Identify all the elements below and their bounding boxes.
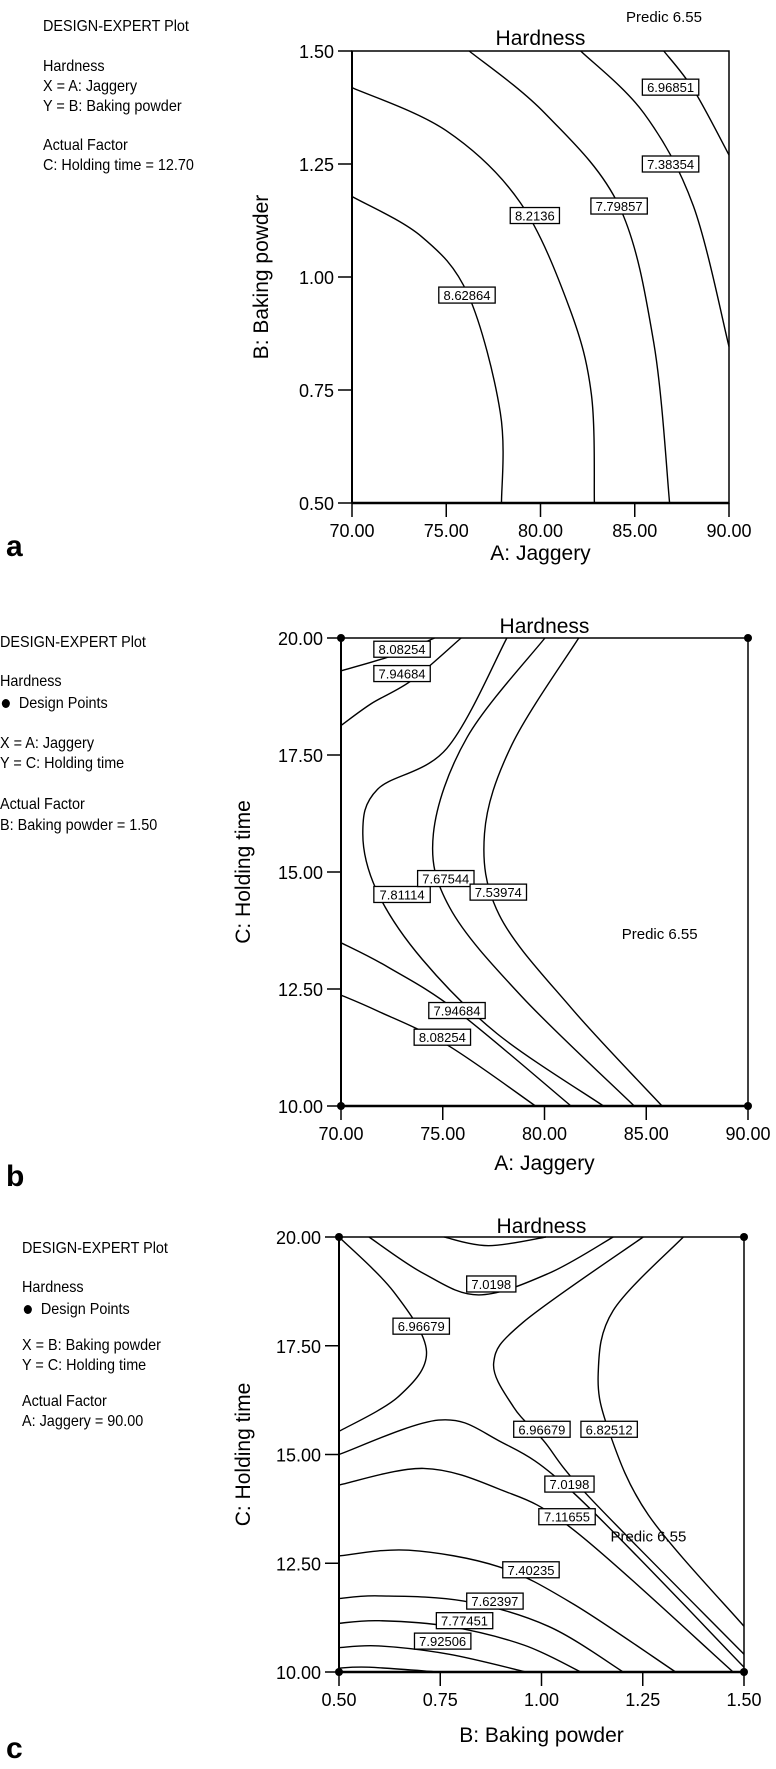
contour-label-text: 6.96679: [518, 1422, 566, 1438]
y-tick-label: 20.00: [275, 1228, 321, 1248]
contour-label-text: 7.94684: [433, 1003, 481, 1019]
y-tick-label: 12.50: [275, 1554, 321, 1575]
contour-label-text: 7.40235: [507, 1562, 555, 1578]
design-point: [744, 634, 752, 642]
contour-label: [545, 1476, 594, 1492]
y-tick-label: 0.50: [298, 494, 334, 514]
y-axis-label: C: Holding time: [232, 800, 255, 944]
x-tick-label: 80.00: [517, 521, 564, 541]
contour-label-text: 6.96851: [647, 80, 695, 96]
design-point: [335, 1233, 343, 1241]
legend-y-def-c: Y = C: Holding time: [22, 1357, 147, 1374]
y-tick-label: 1.25: [298, 155, 334, 175]
y-tick-label: 20.00: [277, 629, 323, 649]
panel-label-b: b: [6, 1160, 25, 1193]
contour-label: [510, 208, 559, 224]
prediction-note: Predic 6.55: [626, 9, 702, 26]
contour-label: [503, 1562, 559, 1578]
x-tick-label: 85.00: [623, 1124, 669, 1144]
contour-label-text: 7.62397: [471, 1594, 519, 1610]
contour-label-text: 7.0198: [549, 1477, 590, 1493]
x-tick-label: 90.00: [725, 1124, 771, 1144]
legend-x-def-c: X = B: Baking powder: [22, 1337, 161, 1354]
y-tick-label: 0.75: [298, 381, 334, 401]
contour-label-text: 7.94684: [378, 666, 426, 682]
legend-y-def-a: Y = B: Baking powder: [43, 98, 182, 115]
design-point: [337, 634, 345, 642]
panel-label-c: c: [6, 1732, 23, 1765]
y-tick-label: 10.00: [277, 1097, 323, 1117]
contour-line: [484, 638, 662, 1106]
x-tick-label: 0.75: [422, 1690, 458, 1710]
plot-frame: [339, 1237, 744, 1672]
design-point: [335, 1668, 343, 1676]
contour-label: [429, 1003, 485, 1019]
plot-frame: [352, 51, 729, 503]
contour-label: [374, 641, 430, 657]
legend-response-a: Hardness: [43, 58, 105, 75]
contour-label-text: 8.62864: [443, 288, 491, 304]
contour-label: [467, 1593, 523, 1609]
contour-label: [581, 1421, 637, 1437]
prediction-note: Predic 6.55: [621, 926, 698, 944]
contour-line: [664, 51, 729, 155]
contour-plot-a: [250, 9, 752, 565]
y-tick-label: 15.00: [277, 863, 323, 883]
contour-label-text: 8.2136: [514, 208, 555, 224]
legend-header-a: DESIGN-EXPERT Plot: [43, 18, 189, 35]
chart-title: Hardness: [495, 27, 586, 50]
contour-label: [642, 156, 698, 172]
y-tick-label: 1.50: [298, 42, 334, 62]
legend-response-c: Hardness: [22, 1279, 84, 1296]
legend-actual-factor-title-b: Actual Factor: [0, 796, 85, 813]
legend-actual-factor-title-a: Actual Factor: [43, 137, 128, 154]
chart-title: Hardness: [496, 1215, 587, 1238]
legend-header-b: DESIGN-EXPERT Plot: [0, 634, 146, 651]
contour-label-text: 7.81114: [379, 887, 425, 903]
contour-label: [642, 79, 698, 95]
x-tick-label: 90.00: [706, 521, 752, 541]
contour-label-text: 8.08254: [378, 642, 426, 658]
legend-actual-factor-title-c: Actual Factor: [22, 1393, 107, 1410]
legend-x-def-a: X = A: Jaggery: [43, 78, 138, 95]
contour-label: [374, 886, 430, 902]
design-point: [337, 1102, 345, 1110]
contour-label: [470, 884, 526, 900]
y-axis-label: B: Baking powder: [250, 194, 273, 360]
x-tick-label: 1.00: [523, 1690, 560, 1710]
contour-label-text: 7.92506: [419, 1634, 467, 1650]
legend-actual-factor-b: B: Baking powder = 1.50: [0, 817, 158, 834]
y-tick-label: 12.50: [277, 980, 323, 1000]
x-axis-label: A: Jaggery: [494, 1152, 595, 1175]
legend-actual-factor-c: A: Jaggery = 90.00: [22, 1413, 144, 1430]
x-tick-label: 75.00: [420, 1124, 466, 1144]
contour-label-text: 7.67544: [422, 871, 470, 887]
contour-label-text: 7.53974: [474, 885, 522, 901]
x-axis-label: B: Baking powder: [459, 1724, 624, 1747]
contour-label: [414, 1633, 470, 1649]
legend-design-points-label-c: Design Points: [40, 1301, 130, 1318]
x-tick-label: 85.00: [612, 521, 658, 541]
legend-actual-factor-a: C: Holding time = 12.70: [43, 157, 194, 174]
x-tick-label: 70.00: [329, 521, 375, 541]
contour-label: [439, 287, 495, 303]
chart-title: Hardness: [499, 615, 590, 638]
x-tick-label: 1.50: [726, 1690, 762, 1710]
contour-line: [444, 1237, 546, 1246]
y-axis-label: C: Holding time: [232, 1382, 255, 1527]
contour-label: [591, 198, 647, 214]
x-tick-label: 1.25: [625, 1690, 661, 1710]
contour-label-text: 7.11655: [543, 1509, 591, 1525]
contour-label: [467, 1276, 516, 1292]
y-tick-label: 17.50: [277, 746, 323, 766]
contour-label-text: 8.08254: [418, 1030, 466, 1046]
legend-x-def-b: X = A: Jaggery: [0, 735, 95, 752]
contour-label: [393, 1318, 449, 1334]
legend-design-points-label-b: Design Points: [18, 695, 108, 712]
design-point: [740, 1668, 748, 1676]
y-tick-label: 15.00: [275, 1445, 321, 1466]
contour-label: [436, 1613, 492, 1629]
plot-frame: [341, 638, 748, 1106]
contour-label-text: 7.79857: [595, 199, 643, 215]
contour-label-text: 7.38354: [647, 157, 695, 172]
y-tick-label: 10.00: [275, 1663, 321, 1683]
x-tick-label: 75.00: [423, 521, 469, 541]
legend-header-c: DESIGN-EXPERT Plot: [22, 1240, 168, 1257]
y-tick-label: 1.00: [298, 268, 334, 288]
prediction-note: Predic 6.55: [610, 1528, 687, 1546]
design-point: [740, 1233, 748, 1241]
legend-response-b: Hardness: [0, 673, 62, 690]
x-tick-label: 80.00: [521, 1124, 568, 1144]
contour-label-text: 7.0198: [471, 1276, 512, 1292]
contour-line: [469, 51, 669, 503]
contour-plot-b: [232, 615, 771, 1175]
panel-label-a: a: [6, 530, 23, 563]
contour-line: [494, 1237, 744, 1654]
x-axis-label: A: Jaggery: [490, 542, 591, 565]
contour-line: [352, 197, 503, 504]
design-point: [744, 1102, 752, 1110]
contour-line: [363, 638, 604, 1106]
contour-label-text: 6.96679: [397, 1319, 445, 1335]
x-tick-label: 70.00: [318, 1124, 364, 1144]
contour-label: [514, 1421, 570, 1437]
legend-y-def-b: Y = C: Holding time: [0, 755, 125, 772]
contour-plot-c: [232, 1215, 762, 1747]
contour-label: [414, 1029, 470, 1045]
contour-label: [418, 871, 474, 887]
contour-label: [539, 1509, 595, 1525]
contour-label-text: 7.77451: [441, 1613, 489, 1629]
y-tick-label: 17.50: [275, 1336, 321, 1357]
contour-label: [374, 666, 430, 682]
contour-label-text: 6.82512: [585, 1422, 633, 1438]
x-tick-label: 0.50: [321, 1690, 357, 1710]
